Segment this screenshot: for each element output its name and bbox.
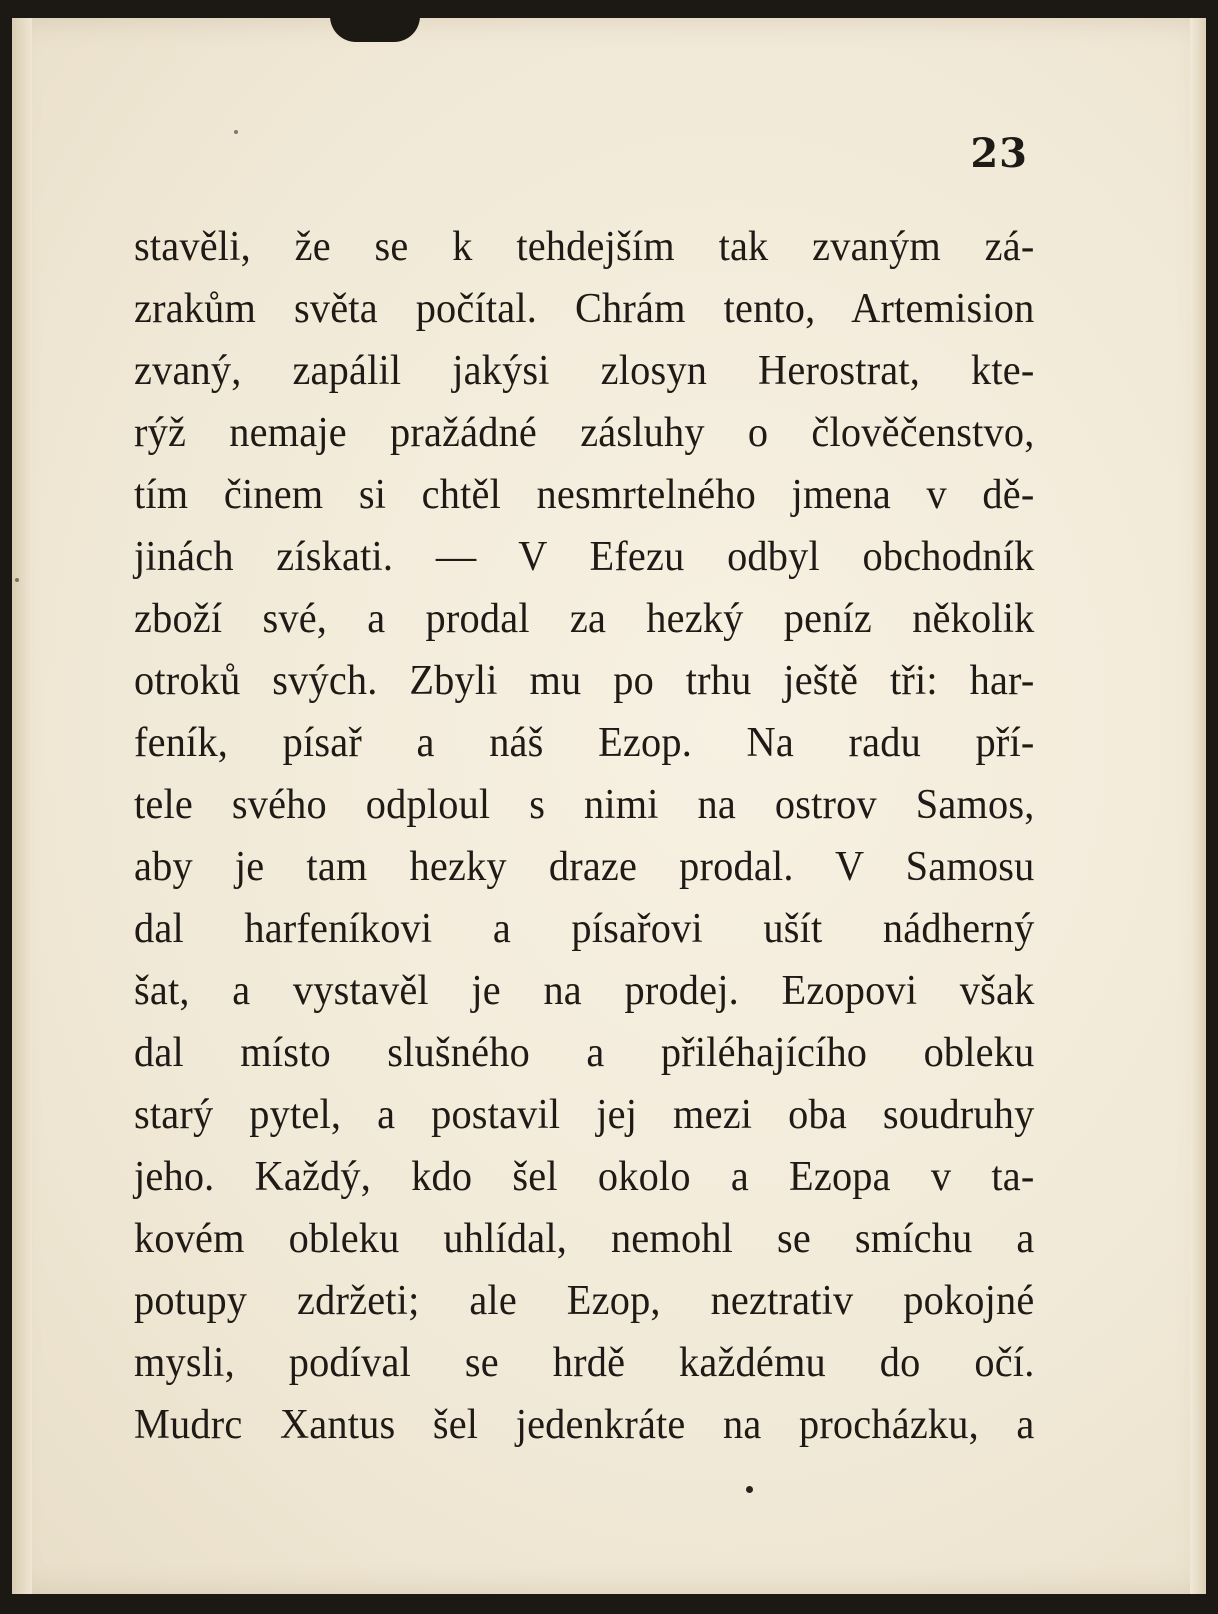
page-left-edge	[12, 18, 32, 1594]
text-line: otroků svých. Zbyli mu po trhu ještě tři: har-	[134, 658, 1035, 704]
book-page	[12, 18, 1206, 1594]
text-line: Mudrc Xantus šel jedenkráte na procházku, a	[134, 1402, 1035, 1448]
text-line: mysli, podíval se hrdě každému do očí.	[134, 1340, 1035, 1386]
text-line: dal místo slušného a přiléhajícího obleku	[134, 1030, 1035, 1076]
paper-speck	[234, 130, 238, 134]
body-text	[134, 216, 1034, 1456]
text-line: dal harfeníkovi a písařovi ušít nádherný	[134, 906, 1035, 952]
text-line: potupy zdržeti; ale Ezop, neztrativ pokojné	[134, 1278, 1035, 1324]
binding-notch	[330, 16, 420, 42]
text-line: starý pytel, a postavil jej mezi oba soudruhy	[134, 1092, 1035, 1138]
text-line: kovém obleku uhlídal, nemohl se smíchu a	[134, 1216, 1035, 1262]
text-line: feník, písař a náš Ezop. Na radu pří-	[134, 720, 1035, 766]
text-line: zboží své, a prodal za hezký peníz několik	[134, 596, 1035, 642]
text-line: šat, a vystavěl je na prodej. Ezopovi však	[134, 968, 1035, 1014]
paper-speck	[15, 578, 19, 582]
text-line: zrakům světa počítal. Chrám tento, Artemision	[134, 286, 1035, 332]
text-line: jeho. Každý, kdo šel okolo a Ezopa v ta-	[134, 1154, 1035, 1200]
text-line: zvaný, zapálil jakýsi zlosyn Herostrat, kte-	[134, 348, 1035, 394]
text-line: aby je tam hezky draze prodal. V Samosu	[134, 844, 1035, 890]
page-number: 23	[970, 130, 1028, 177]
page-right-edge	[1190, 18, 1206, 1594]
text-line: jinách získati. — V Efezu odbyl obchodník	[134, 534, 1035, 580]
text-line: stavěli, že se k tehdejším tak zvaným zá-	[134, 224, 1035, 270]
text-line: tele svého odploul s nimi na ostrov Samos,	[134, 782, 1035, 828]
text-line: tím činem si chtěl nesmrtelného jmena v dě-	[134, 472, 1035, 518]
footer-dot-mark	[746, 1486, 753, 1493]
text-line: rýž nemaje pražádné zásluhy o člověčenstvo,	[134, 410, 1035, 456]
